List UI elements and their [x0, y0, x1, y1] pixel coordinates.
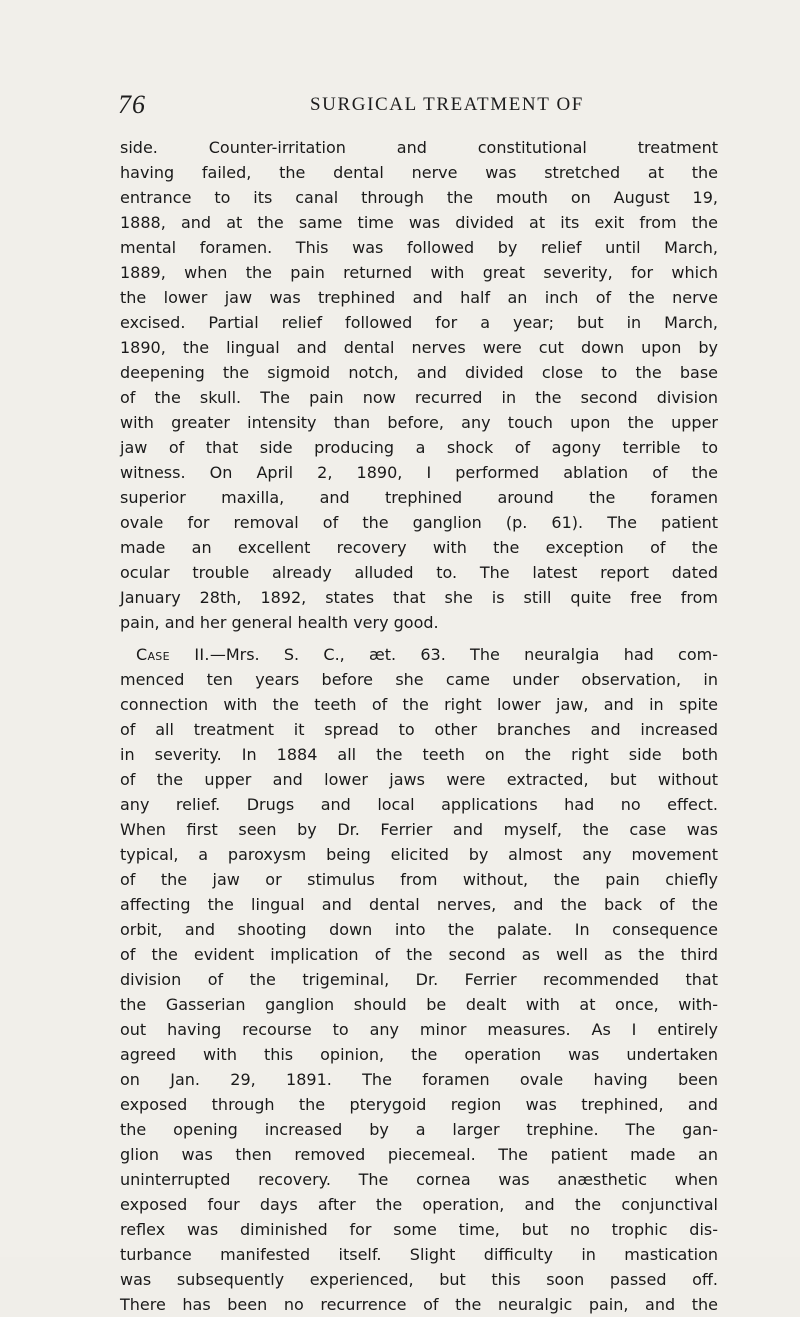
text-line: typical, a paroxysm being elicited by almost any movement: [120, 845, 718, 864]
text-line: reflex was diminished for some time, but no trophic dis-: [120, 1220, 718, 1239]
text-line: any relief. Drugs and local applications had no effect.: [120, 795, 718, 814]
text-line: 1888, and at the same time was divided at its exit from the: [120, 213, 718, 232]
text-line: on Jan. 29, 1891. The foramen ovale having been: [120, 1070, 718, 1089]
text-line: with greater intensity than before, any touch upon the upper: [120, 413, 718, 432]
text-line: When first seen by Dr. Ferrier and myself, the case was: [120, 820, 718, 839]
case-heading-line: [120, 642, 718, 667]
running-head: [118, 80, 716, 120]
text-line: division of the trigeminal, Dr. Ferrier recommended that: [120, 970, 718, 989]
text-line: of all treatment it spread to other branches and increased: [120, 720, 718, 739]
text-line: affecting the lingual and dental nerves, and the back of the: [120, 895, 718, 914]
text-line: jaw of that side producing a shock of agony terrible to: [120, 438, 718, 457]
text-line: glion was then removed piecemeal. The patient made an: [120, 1145, 718, 1164]
case-label: Case II.: [136, 645, 210, 664]
text-line: made an excellent recovery with the exception of the: [120, 538, 718, 557]
text-line: connection with the teeth of the right lower jaw, and in spite: [120, 695, 718, 714]
text-line: of the upper and lower jaws were extracted, but without: [120, 770, 718, 789]
text-line: excised. Partial relief followed for a year; but in March,: [120, 313, 718, 332]
body-text: [120, 135, 718, 1317]
text-line: out having recourse to any minor measures. As I entirely: [120, 1020, 718, 1039]
text-line: of the evident implication of the second as well as the third: [120, 945, 718, 964]
text-line: of the skull. The pain now recurred in the second division: [120, 388, 718, 407]
text-line: 1889, when the pain returned with great severity, for which: [120, 263, 718, 282]
text-line: ovale for removal of the ganglion (p. 61). The patient: [120, 513, 718, 532]
text-line: was subsequently experienced, but this soon passed off.: [120, 1270, 718, 1289]
text-line: menced ten years before she came under observation, in: [120, 670, 718, 689]
text-line: exposed four days after the operation, and the conjunctival: [120, 1195, 718, 1214]
text-line: exposed through the pterygoid region was trephined, and: [120, 1095, 718, 1114]
text-line: turbance manifested itself. Slight difficulty in mastication: [120, 1245, 718, 1264]
text-line: the lower jaw was trephined and half an inch of the nerve: [120, 288, 718, 307]
text-line: the Gasserian ganglion should be dealt with at once, with-: [120, 995, 718, 1014]
text-line: of the jaw or stimulus from without, the pain chiefly: [120, 870, 718, 889]
text-line: uninterrupted recovery. The cornea was anæsthetic when: [120, 1170, 718, 1189]
text-line: agreed with this opinion, the operation was undertaken: [120, 1045, 718, 1064]
paragraph-1: [120, 135, 718, 635]
text-line: deepening the sigmoid notch, and divided close to the base: [120, 363, 718, 382]
running-head-title: SURGICAL TREATMENT OF: [310, 94, 584, 115]
paragraph-2: [120, 642, 718, 1317]
text-line: pain, and her general health very good.: [120, 613, 439, 632]
text-line: having failed, the dental nerve was stretched at the: [120, 163, 718, 182]
case-heading-text: —Mrs. S. C., æt. 63. The neuralgia had com-: [209, 645, 719, 664]
text-line: witness. On April 2, 1890, I performed ablation of the: [120, 463, 718, 482]
page-number: 76: [118, 90, 146, 119]
text-line: ocular trouble already alluded to. The latest report dated: [120, 563, 718, 582]
text-line: side. Counter-irritation and constitutional treatment: [120, 138, 718, 157]
text-line: entrance to its canal through the mouth on August 19,: [120, 188, 718, 207]
text-line: 1890, the lingual and dental nerves were cut down upon by: [120, 338, 718, 357]
text-line: mental foramen. This was followed by relief until March,: [120, 238, 718, 257]
text-line: orbit, and shooting down into the palate. In consequence: [120, 920, 718, 939]
text-line: There has been no recurrence of the neuralgic pain, and the: [120, 1295, 718, 1314]
text-line: superior maxilla, and trephined around the foramen: [120, 488, 718, 507]
text-line: in severity. In 1884 all the teeth on the right side both: [120, 745, 718, 764]
text-line: the opening increased by a larger trephine. The gan-: [120, 1120, 718, 1139]
text-line: January 28th, 1892, states that she is still quite free from: [120, 588, 718, 607]
